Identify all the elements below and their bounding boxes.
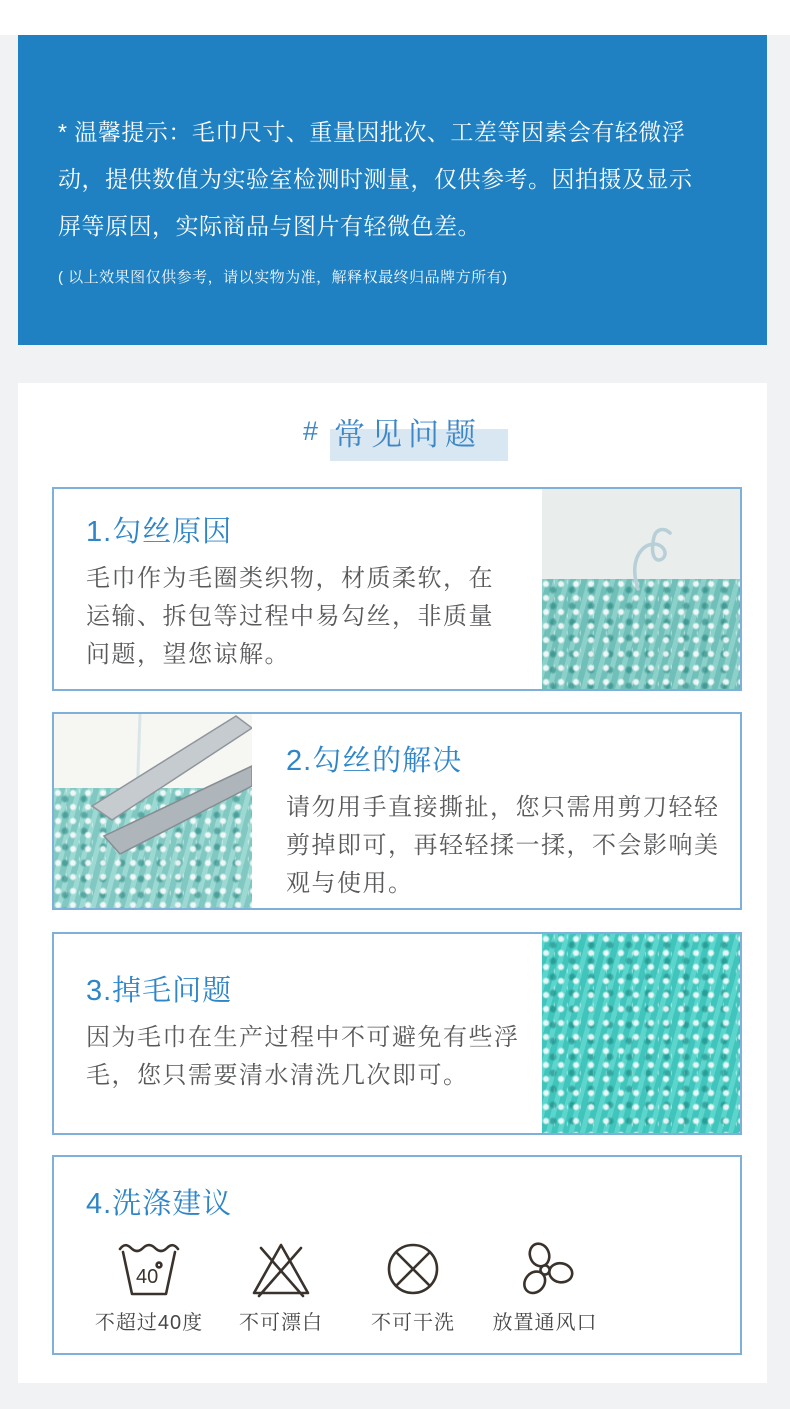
- faq-panel: [18, 383, 767, 1383]
- scissors-trimming-towel-photo: [54, 714, 252, 908]
- faq-section-title: [18, 383, 767, 454]
- hash-mark: #: [302, 416, 319, 446]
- faq-card-snag-solution: [52, 712, 742, 910]
- faq-card-heading: 1.勾丝原因: [86, 516, 233, 548]
- care-label: 不可干洗: [371, 1312, 455, 1334]
- scissors-icon: [54, 714, 252, 908]
- faq-title-text: 常见问题: [334, 417, 483, 452]
- pulled-thread-loop-icon: [542, 489, 740, 689]
- faq-card-heading: 2.勾丝的解决: [286, 745, 463, 777]
- snagged-towel-photo: [542, 489, 740, 689]
- faq-title-wrap: [334, 409, 482, 454]
- previous-section-edge: [0, 0, 790, 35]
- faq-card-heading: 3.掉毛问题: [86, 975, 233, 1007]
- towel-texture: [542, 934, 740, 1133]
- notice-text: * 温馨提示：毛巾尺寸、重量因批次、工差等因素会有轻微浮动，提供数值为实验室检测时测量，仅供参考。因拍摄及显示屏等原因，实际商品与图片有轻微色差。: [58, 119, 693, 239]
- faq-card-body: 毛巾作为毛圈类织物，材质柔软，在运输、拆包等过程中易勾丝，非质量问题，望您谅解。: [86, 565, 494, 668]
- care-label: 放置通风口: [492, 1312, 598, 1334]
- faq-card-body: 请勿用手直接撕扯，您只需用剪刀轻轻剪掉即可，再轻轻揉一揉，不会影响美观与使用。: [286, 794, 720, 897]
- faq-card-heading: 4.洗涤建议: [86, 1188, 233, 1220]
- svg-text:40: 40: [136, 1266, 159, 1288]
- care-label: 不可漂白: [239, 1312, 323, 1334]
- care-symbols-row: [54, 1240, 740, 1335]
- notice-disclaimer: ( 以上效果图仅供参考，请以实物为准，解释权最终归品牌方所有): [58, 269, 508, 286]
- care-label: 不超过40度: [94, 1312, 204, 1334]
- notice-banner: [18, 35, 767, 345]
- wash-max-40-icon: [117, 1240, 181, 1298]
- faq-card-text: [54, 1157, 740, 1222]
- faq-card-body: 因为毛巾在生产过程中不可避免有些浮毛，您只需要清水清洗几次即可。: [86, 1024, 520, 1089]
- care-item-ventilate: [484, 1240, 606, 1335]
- care-item-no-bleach: [220, 1240, 342, 1335]
- faq-card-lint: [52, 932, 742, 1135]
- no-dryclean-icon: [381, 1240, 445, 1298]
- no-bleach-icon: [249, 1240, 313, 1298]
- faq-card-snag-cause: [52, 487, 742, 691]
- faq-card-washing-advice: [52, 1155, 742, 1355]
- ventilation-fan-icon: [513, 1240, 577, 1298]
- care-item-no-dryclean: [352, 1240, 474, 1335]
- towel-loops-photo: [542, 934, 740, 1133]
- care-item-wash-40: [88, 1240, 210, 1335]
